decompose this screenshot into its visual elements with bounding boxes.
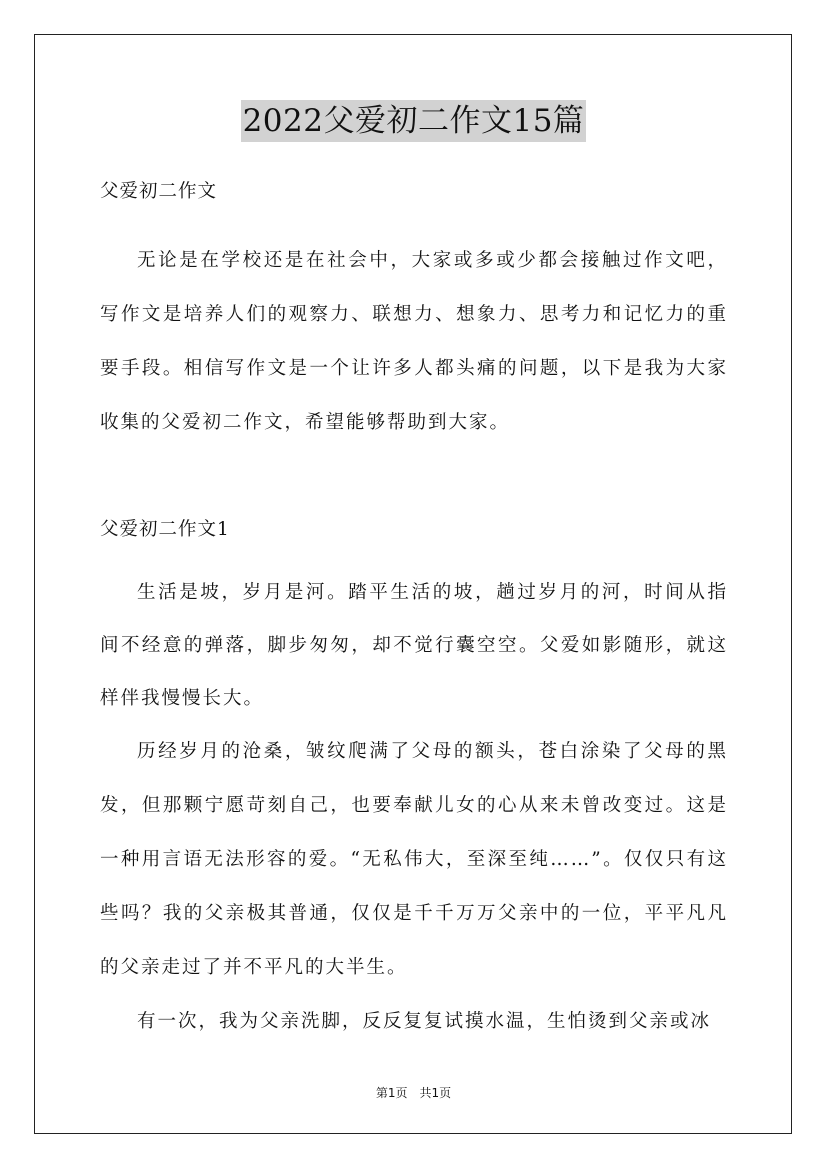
section1-paragraph-3: 有一次，我为父亲洗脚，反反复复试摸水温，生怕烫到父亲或冰: [137, 1011, 712, 1032]
section-spacer: [100, 450, 728, 516]
page-total: 共1页: [419, 1086, 452, 1100]
intro-paragraph: 无论是在学校还是在社会中，大家或多或少都会接触过作文吧，写作文是培养人们的观察力、联想力、想象力、思考力和记忆力的重要手段。相信写作文是一个让许多人都头痛的问题，以下是我为大家收集的父爱初二作文，希望能够帮助到大家。: [100, 250, 728, 433]
section1-paragraph-2: 历经岁月的沧桑，皱纹爬满了父母的额头，苍白涂染了父母的黑发，但那颗宁愿苛刻自己，也要奉献儿女的心从来未曾改变过。这是一种用言语无法形容的爱。“无私伟大，至深至纯……”。仅仅只有这些吗？我的父亲极其普通，仅仅是千千万万父亲中的一位，平平凡凡的父亲走过了并不平凡的大半生。: [100, 741, 728, 978]
section1-heading: 父爱初二作文1: [100, 519, 230, 540]
section1-paragraph-1: 生活是坡，岁月是河。踏平生活的坡，趟过岁月的河，时间从指间不经意的弹落，脚步匆匆，却不觉行囊空空。父爱如影随形，就这样伴我慢慢长大。: [100, 582, 728, 709]
page-footer: [0, 1084, 827, 1101]
intro-heading: 父爱初二作文: [100, 181, 218, 202]
document-title: 2022父爱初二作文15篇: [241, 100, 587, 142]
title-container: [0, 100, 827, 142]
page-number: 第1页: [375, 1086, 408, 1100]
document-body: [100, 178, 728, 1049]
